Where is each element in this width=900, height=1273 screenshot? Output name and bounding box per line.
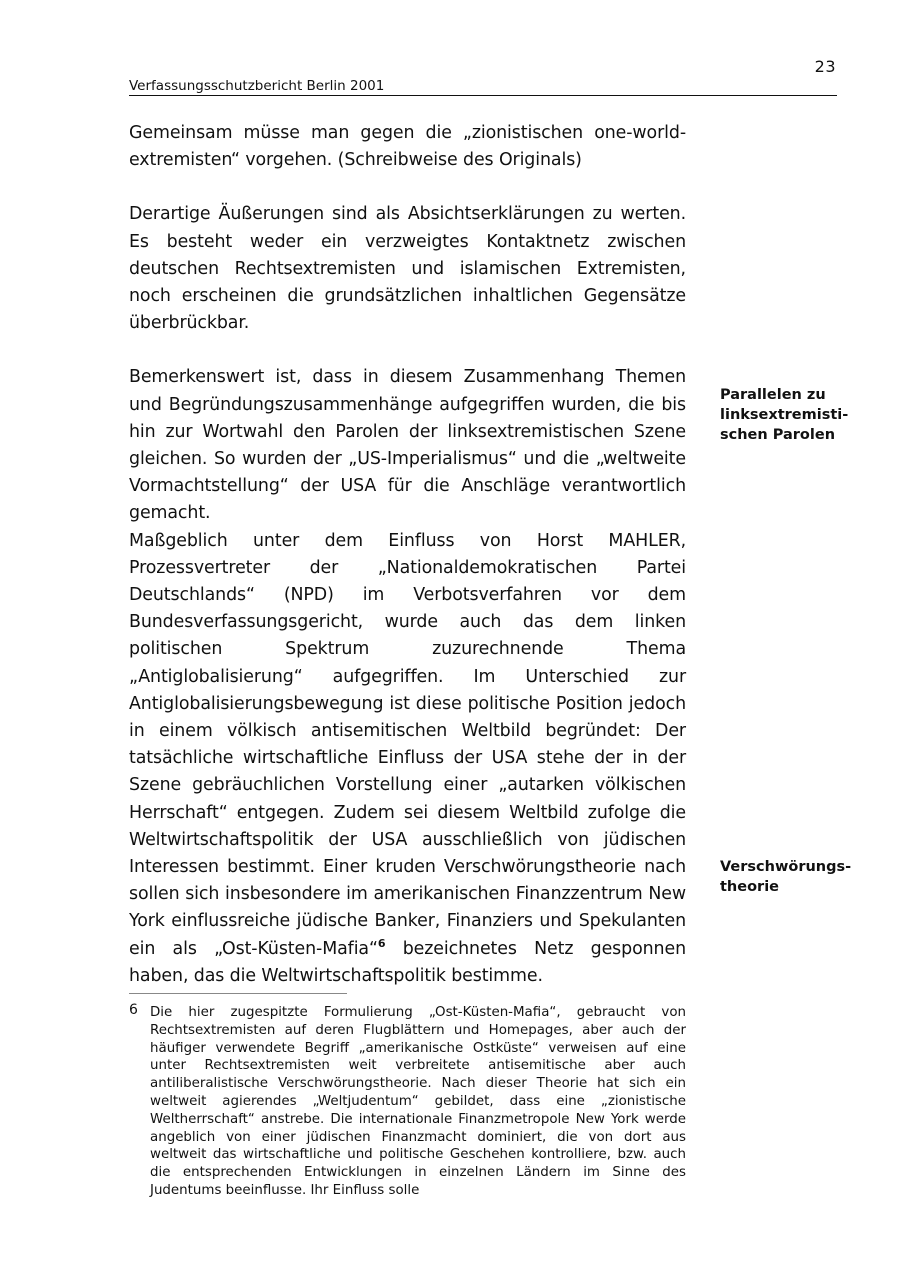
margin-note-parallelen: Parallelen zu linksextremisti- schen Parolen bbox=[720, 387, 849, 443]
main-text-column bbox=[129, 120, 686, 990]
footnote-reference: 6 bbox=[377, 936, 386, 950]
footnote-separator bbox=[129, 993, 347, 994]
page-number: 23 bbox=[814, 57, 836, 76]
paragraph-1: Gemeinsam müsse man gegen die „zionistischen one-world-extremisten“ vorgehen. (Schreibweise des Originals) bbox=[129, 123, 686, 171]
footnote-text: Die hier zugespitzte Formulierung „Ost-Küsten-Mafia“, gebraucht von Rechtsextremisten auf deren Flugblättern und Homepages, aber auch der häufiger verwendete Begriff „amerikanische Ostküste“ verweisen auf eine unter Rechtsextremisten weit verbreitete antisemitische aber auch antiliberalistische Verschwörungstheorie. Nach dieser Theorie hat sich ein weltweit agierendes „Weltjudentum“ gebildet, dass eine „zionistische Weltherrschaft“ anstrebe. Die internationale Finanzmetropole New York werde angeblich von einer jüdischen Finanzmacht dominiert, die von dort aus weltweit das wirtschaftliche und politische Geschehen kontrolliere, bzw. auch die entsprechenden Entwicklungen in einzelnen Ländern im Sinne des Judentums beeinflusse. Ihr Einfluss solle bbox=[150, 1005, 686, 1198]
running-header-title: Verfassungsschutzbericht Berlin 2001 bbox=[129, 78, 837, 96]
margin-note-verschwoerungstheorie: Verschwörungs- theorie bbox=[720, 859, 852, 895]
footnote-number: 6 bbox=[129, 1002, 138, 1018]
paragraph-4 bbox=[129, 528, 686, 990]
paragraph-2: Derartige Äußerungen sind als Absichtserklärungen zu werten. Es besteht weder ein verzweigtes Kontaktnetz zwischen deutschen Rechtsextremisten und islamischen Extremisten, noch erscheinen die grundsätzlichen inhaltlichen Gegensätze überbrückbar. bbox=[129, 204, 686, 334]
paragraph-4-text-a: Maßgeblich unter dem Einfluss von Horst MAHLER, Prozessvertreter der „Nationaldemokratischen Partei Deutschlands“ (NPD) im Verbotsverfahren vor dem Bundesverfassungsgericht, wurde auch das dem linken politischen Spektrum zuzurechnende Thema „Antiglobalisierung“ aufgegriffen. Im Unterschied zur Antiglobalisierungsbewegung ist diese politische Position jedoch in einem völkisch antisemitischen Weltbild begründet: Der tatsächliche wirtschaftliche Einfluss der USA stehe der in der Szene gebräuchlichen Vorstellung einer „autarken völkischen Herrschaft“ entgegen. Zudem sei diesem Weltbild zufolge die Weltwirtschaftspolitik der USA ausschließlich von jüdischen Interessen bestimmt. Einer kruden Verschwörungstheorie nach sollen sich insbesondere im amerikanischen Finanzzentrum New York einflussreiche jüdische Banker, Finanziers und Spekulanten ein als „Ost-Küsten-Mafia“ bbox=[129, 530, 686, 959]
paragraph-3: Bemerkenswert ist, dass in diesem Zusammenhang Themen und Begründungszusammenhänge aufgegriffen wurden, die bis hin zur Wortwahl den Parolen der linksextremistischen Szene gleichen. So wurden der „US-Imperialismus“ und die „weltweite Vormachtstellung“ der USA für die Anschläge verantwortlich gemacht. bbox=[129, 367, 686, 524]
footnote-6 bbox=[129, 1004, 686, 1200]
paragraph-4-text-b: bezeichnetes Netz gesponnen haben, das die Weltwirtschaftspolitik bestimme. bbox=[129, 938, 686, 986]
